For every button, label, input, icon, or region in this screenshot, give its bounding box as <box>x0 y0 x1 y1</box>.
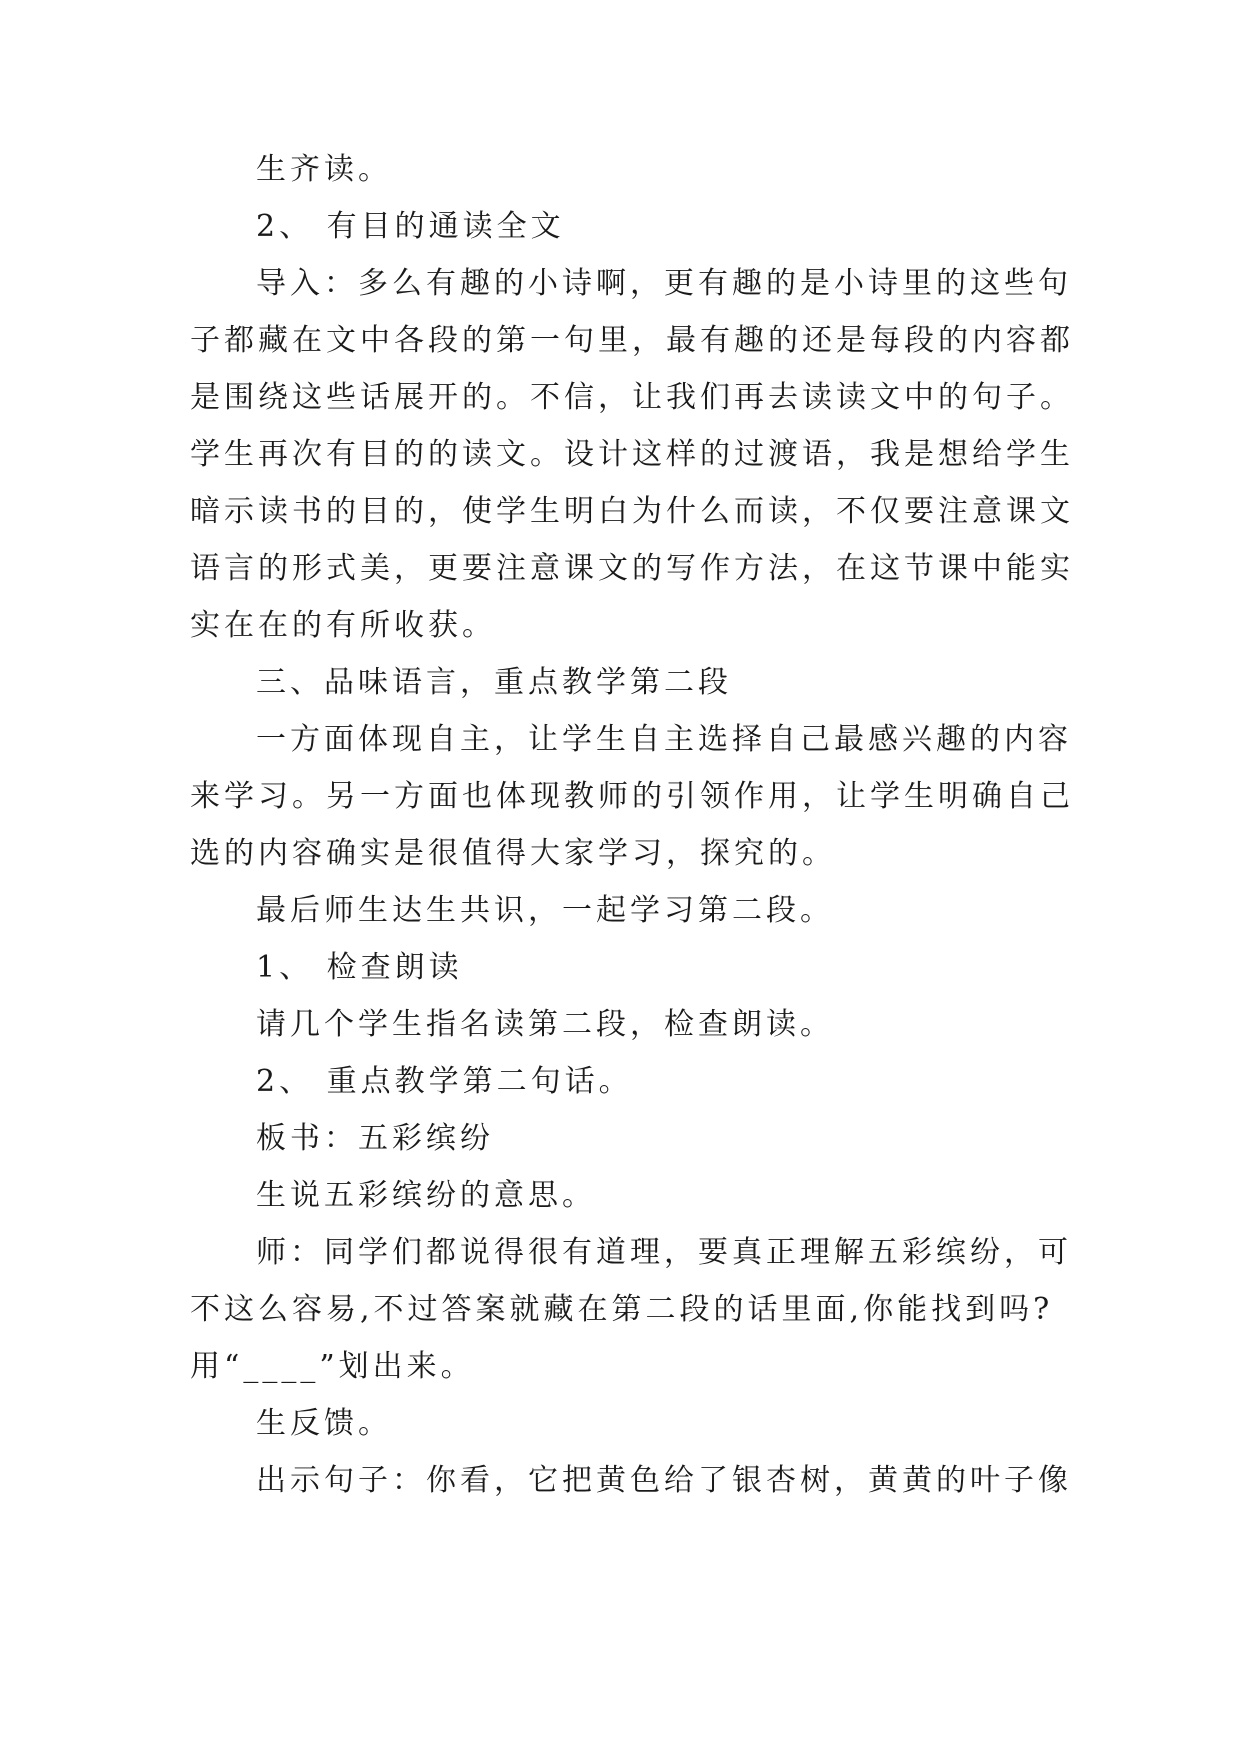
text-line: 板书：五彩缤纷 <box>256 1121 494 1156</box>
text-line: 语言的形式美，更要注意课文的写作方法，在这节课中能实 <box>190 551 1074 586</box>
text-line: 子都藏在文中各段的第一句里，最有趣的还是每段的内容都 <box>190 323 1074 358</box>
section-heading: 三、品味语言，重点教学第二段 <box>256 665 732 700</box>
text-line: 一方面体现自主，让学生自主选择自己最感兴趣的内容 <box>256 722 1072 757</box>
text-line: 选的内容确实是很值得大家学习，探究的。 <box>190 836 836 871</box>
text-line: 暗示读书的目的，使学生明白为什么而读，不仅要注意课文 <box>190 494 1074 529</box>
text-line: 生反馈。 <box>256 1406 392 1441</box>
text-line: 是围绕这些话展开的。不信，让我们再去读读文中的句子。 <box>190 380 1074 415</box>
text-line: 师：同学们都说得很有道理，要真正理解五彩缤纷，可 <box>256 1235 1072 1270</box>
text-line: 生齐读。 <box>256 152 392 187</box>
text-line: 学生再次有目的的读文。设计这样的过渡语，我是想给学生 <box>190 437 1074 472</box>
text-line: 导入：多么有趣的小诗啊，更有趣的是小诗里的这些句 <box>256 266 1072 301</box>
text-line: 最后师生达生共识，一起学习第二段。 <box>256 893 834 928</box>
text-line: 来学习。另一方面也体现教师的引领作用，让学生明确自己 <box>190 779 1074 814</box>
text-line: 2、 有目的通读全文 <box>256 209 565 244</box>
text-line: 1、 检查朗读 <box>256 950 463 985</box>
text-line: 出示句子：你看，它把黄色给了银杏树，黄黄的叶子像 <box>256 1463 1072 1498</box>
text-line: 实在在的有所收获。 <box>190 608 496 643</box>
text-line: 生说五彩缤纷的意思。 <box>256 1178 596 1213</box>
text-line: 不这么容易,不过答案就藏在第二段的话里面,你能找到吗? <box>190 1292 1054 1327</box>
text-line: 请几个学生指名读第二段，检查朗读。 <box>256 1007 834 1042</box>
text-line: 2、 重点教学第二句话。 <box>256 1064 633 1099</box>
text-line: 用“____”划出来。 <box>190 1349 475 1384</box>
